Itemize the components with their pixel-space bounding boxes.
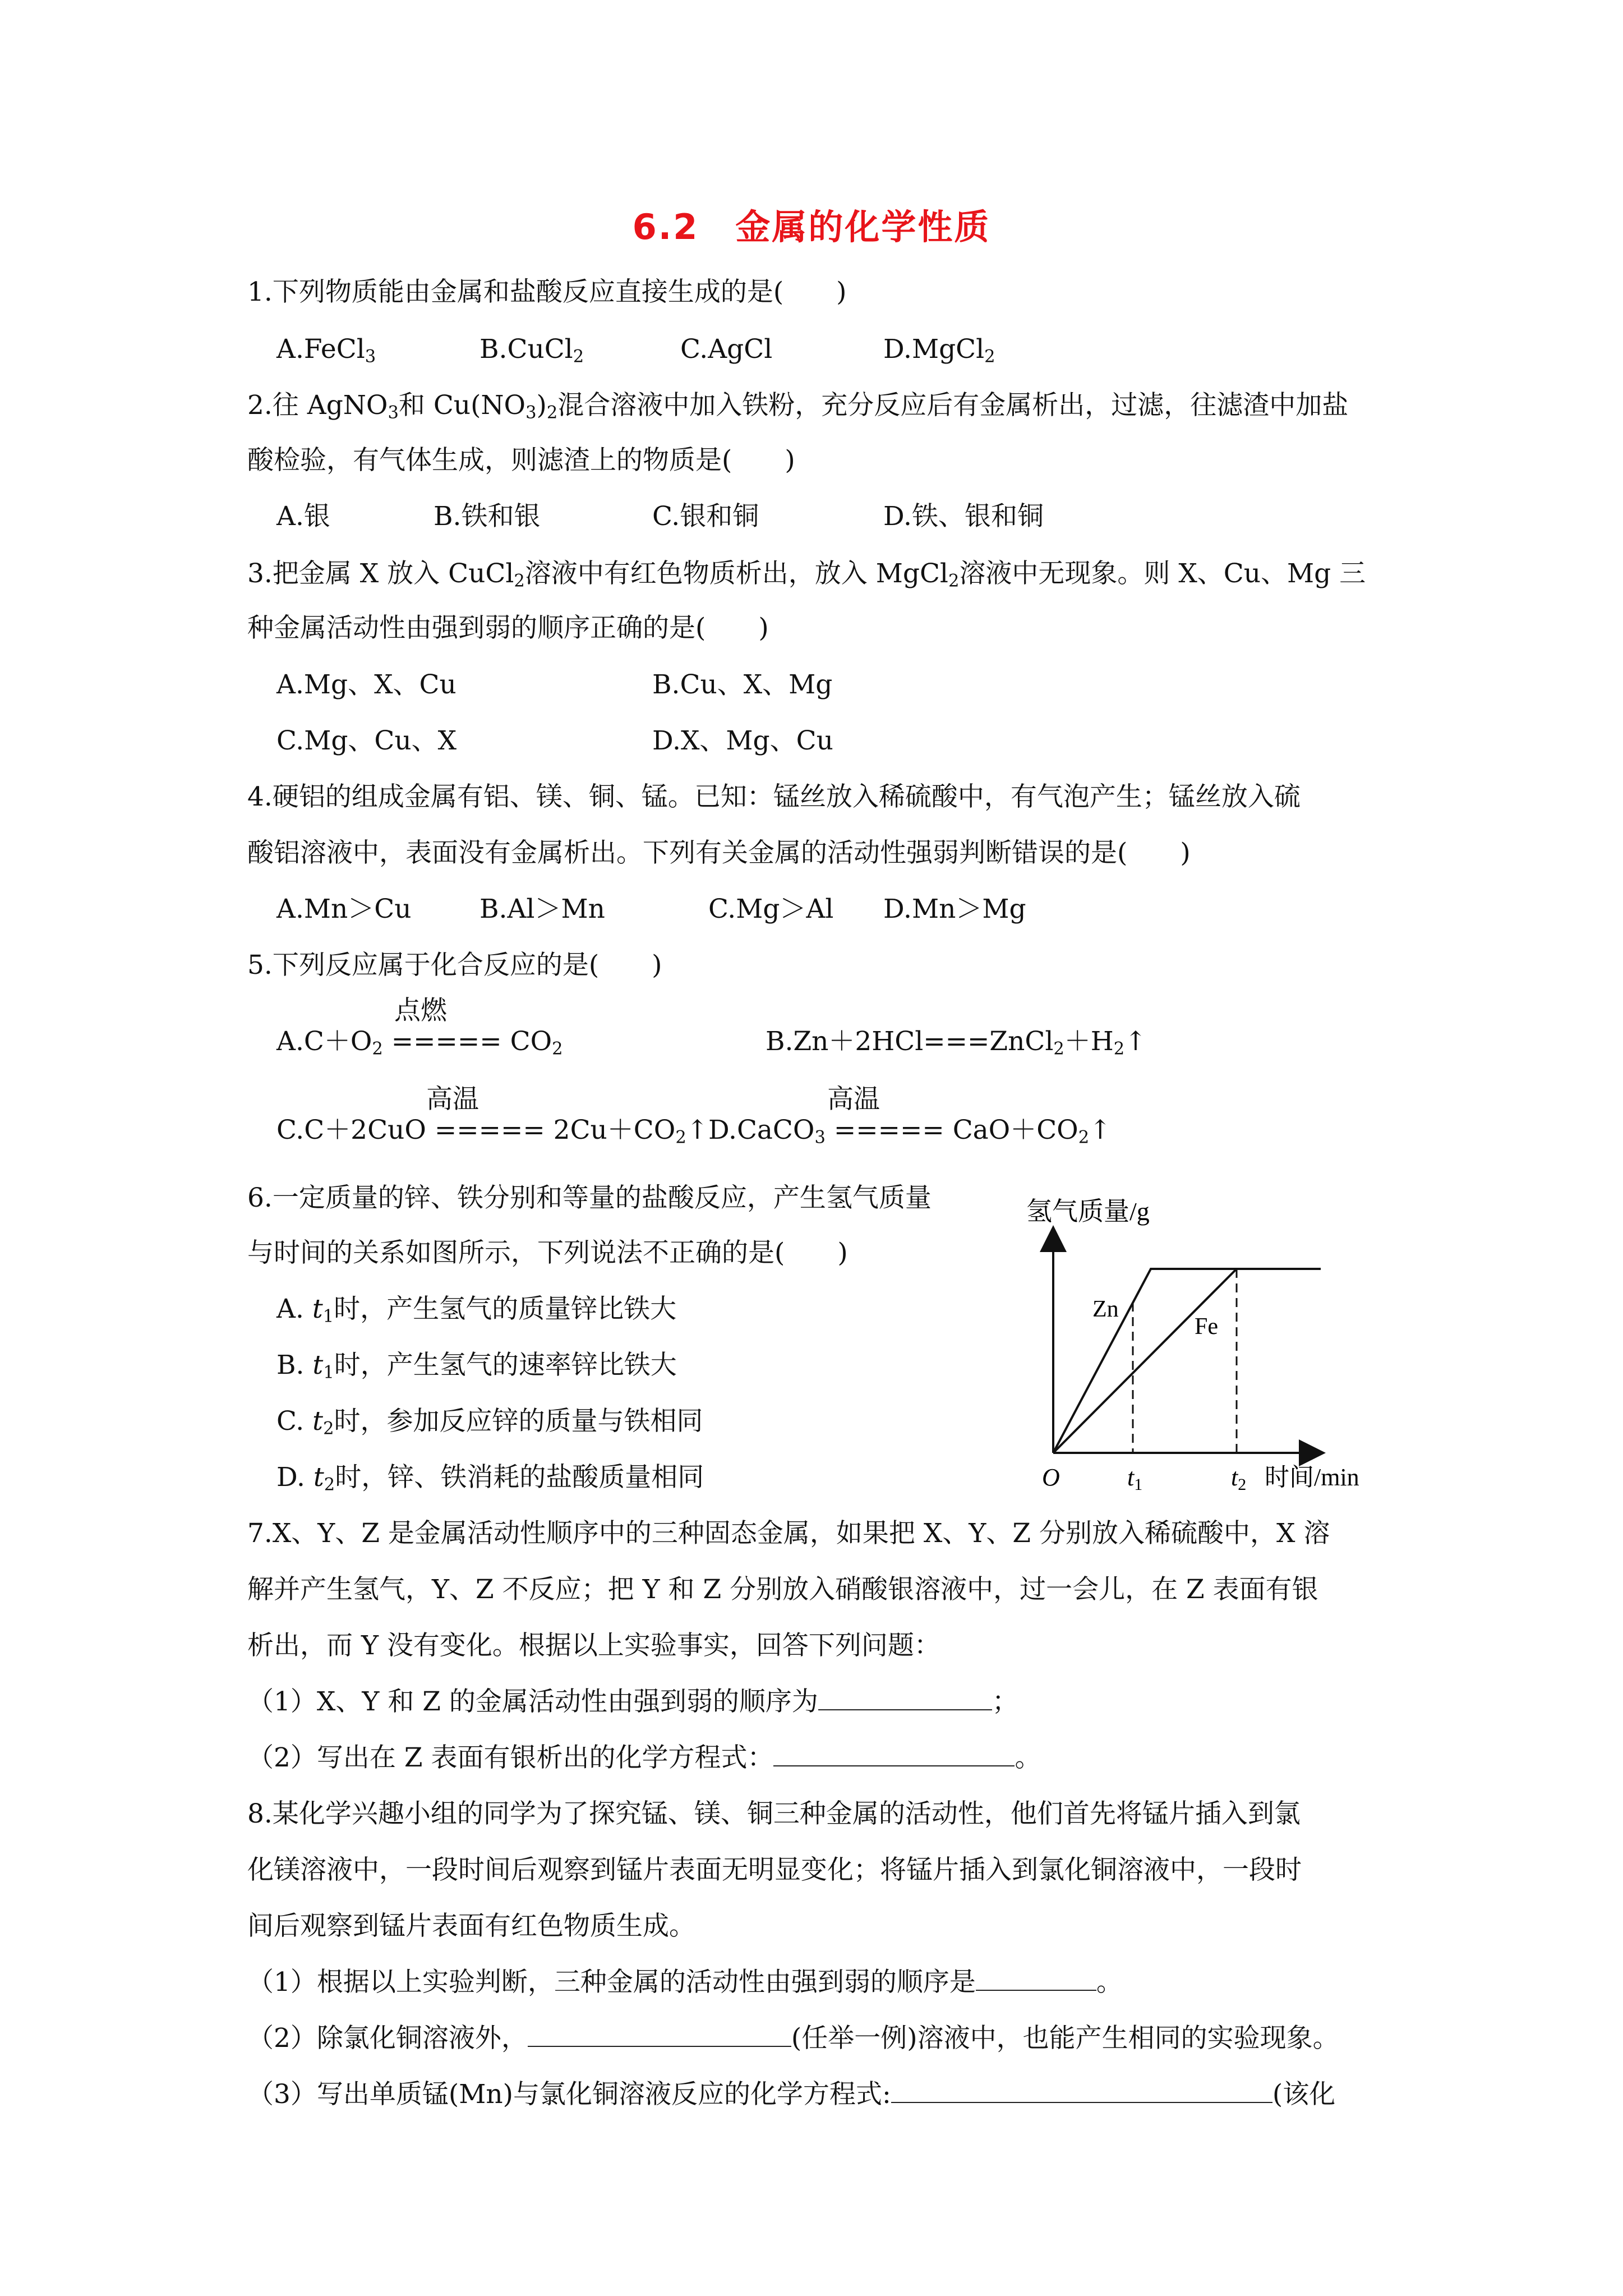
q8-stem-line-1: 8.某化学兴趣小组的同学为了探究锰、镁、铜三种金属的活动性，他们首先将锰片插入到氯	[247, 1798, 1301, 1829]
q1-option-b: B.CuCl$_2$	[479, 334, 584, 367]
q4-stem-line-2: 酸铝溶液中，表面没有金属析出。下列有关金属的活动性强弱判断错误的是( )	[247, 838, 1191, 868]
q3-stem-line-1: 3.把金属 X 放入 CuCl$_2$溶液中有红色物质析出，放入 MgCl$_2$溶液中无现象。则 X、Cu、Mg 三	[247, 558, 1366, 591]
graph-origin-label: O	[1042, 1464, 1060, 1491]
q8-subquestion-1: （1）根据以上实验判断，三种金属的活动性由强到弱的顺序是 。	[247, 1967, 1123, 1998]
q6-option-a: A. $t_1$时，产生氢气的质量锌比铁大	[276, 1294, 677, 1327]
q8-answer-blank-2[interactable]	[528, 2023, 791, 2047]
q2-option-c: C.银和铜	[652, 501, 759, 532]
graph-t1-label: t1	[1127, 1464, 1143, 1494]
q4-option-c: C.Mg＞Al	[708, 894, 834, 924]
q3-option-d: D.X、Mg、Cu	[652, 725, 833, 756]
q3-option-c: C.Mg、Cu、X	[276, 725, 457, 756]
hydrogen-time-graph	[1009, 1178, 1391, 1503]
q2-stem-line-2: 酸检验，有气体生成，则滤渣上的物质是( )	[247, 445, 795, 476]
q4-option-b: B.Al＞Mn	[479, 894, 605, 924]
q5-option-d-condition: 高温	[827, 1084, 880, 1115]
q6-stem-line-1: 6.一定质量的锌、铁分别和等量的盐酸反应，产生氢气质量	[247, 1182, 932, 1213]
q6-option-d: D. $t_2$时，锌、铁消耗的盐酸质量相同	[276, 1462, 704, 1495]
q2-stem-line-1: 2.往 AgNO$_3$和 $Cu(NO_3)_2$混合溶液中加入铁粉，充分反应后有金属析出，过滤，往滤渣中加盐	[247, 390, 1349, 423]
graph-fe-line	[1053, 1269, 1237, 1453]
graph-x-axis-label: 时间/min	[1265, 1464, 1359, 1491]
q5-option-b: $B.Zn+2HCl===ZnCl_2+H_2↑$	[766, 1026, 1147, 1059]
graph-y-axis-label: 氢气质量/g	[1026, 1197, 1150, 1226]
q7-subquestion-2: （2）写出在 Z 表面有银析出的化学方程式： 。	[247, 1742, 1041, 1773]
graph-t2-label: t2	[1231, 1464, 1247, 1494]
q1-stem: 1.下列物质能由金属和盐酸反应直接生成的是( )	[247, 277, 847, 307]
graph-fe-label: Fe	[1195, 1314, 1218, 1340]
q8-stem-line-2: 化镁溶液中，一段时间后观察到锰片表面无明显变化；将锰片插入到氯化铜溶液中，一段时	[247, 1855, 1302, 1885]
q3-stem-line-2: 种金属活动性由强到弱的顺序正确的是( )	[247, 613, 769, 643]
q1-option-d: D.MgCl$_2$	[883, 334, 995, 367]
q7-stem-line-3: 析出，而 Y 没有变化。根据以上实验事实，回答下列问题：	[247, 1630, 940, 1661]
q5-stem: 5.下列反应属于化合反应的是( )	[247, 950, 662, 981]
q2-option-d: D.铁、银和铜	[883, 501, 1044, 532]
q6-option-b: B. $t_1$时，产生氢气的速率锌比铁大	[276, 1350, 677, 1383]
q7-answer-blank-2[interactable]	[773, 1743, 1015, 1766]
q4-stem-line-1: 4.硬铝的组成金属有铝、镁、铜、锰。已知：锰丝放入稀硫酸中，有气泡产生；锰丝放入硫	[247, 781, 1301, 812]
q3-option-b: B.Cu、X、Mg	[652, 669, 833, 700]
q8-subquestion-2: （2）除氯化铜溶液外， (任举一例)溶液中，也能产生相同的实验现象。	[247, 2023, 1339, 2054]
q8-answer-blank-1[interactable]	[976, 1967, 1096, 1991]
q5-option-d: D.CaCO$_3$ ===== $CaO+CO_2↑$	[708, 1115, 1112, 1148]
q4-option-a: A.Mn＞Cu	[276, 894, 412, 924]
q5-option-c: C.C＋2CuO ===== $2Cu+CO_2↑$	[276, 1115, 709, 1148]
q2-option-a: A.银	[276, 501, 330, 532]
q1-option-c: C.AgCl	[680, 334, 773, 365]
page-title: 6.2 金属的化学性质	[632, 206, 991, 247]
q5-option-c-condition: 高温	[426, 1084, 479, 1115]
q7-subquestion-1: （1）X、Y 和 Z 的金属活动性由强到弱的顺序为 ；	[247, 1686, 1018, 1717]
q8-stem-line-3: 间后观察到锰片表面有红色物质生成。	[247, 1911, 695, 1941]
q5-option-a-condition: 点燃	[394, 995, 447, 1026]
graph-zn-label: Zn	[1092, 1296, 1119, 1322]
q6-stem-line-2: 与时间的关系如图所示，下列说法不正确的是( )	[247, 1237, 848, 1268]
q5-option-a: $A.C+O_2$ ===== $CO_2$	[276, 1026, 563, 1059]
q7-answer-blank-1[interactable]	[818, 1687, 992, 1710]
q6-option-c: C. $t_2$时，参加反应锌的质量与铁相同	[276, 1406, 703, 1439]
q8-answer-blank-3[interactable]	[891, 2079, 1272, 2103]
q2-option-b: B.铁和银	[434, 501, 541, 532]
q7-stem-line-2: 解并产生氢气，Y、Z 不反应；把 Y 和 Z 分别放入硝酸银溶液中，过一会儿，在 Z 表面有银	[247, 1574, 1318, 1605]
q3-option-a: A.Mg、X、Cu	[276, 669, 457, 700]
q7-stem-line-1: 7.X、Y、Z 是金属活动性顺序中的三种固态金属，如果把 X、Y、Z 分别放入稀硫酸中，X 溶	[247, 1518, 1330, 1549]
q8-subquestion-3: （3）写出单质锰(Mn)与氯化铜溶液反应的化学方程式: (该化	[247, 2079, 1336, 2110]
q4-option-d: D.Mn＞Mg	[883, 894, 1026, 924]
q1-option-a: A.FeCl$_3$	[276, 334, 376, 367]
